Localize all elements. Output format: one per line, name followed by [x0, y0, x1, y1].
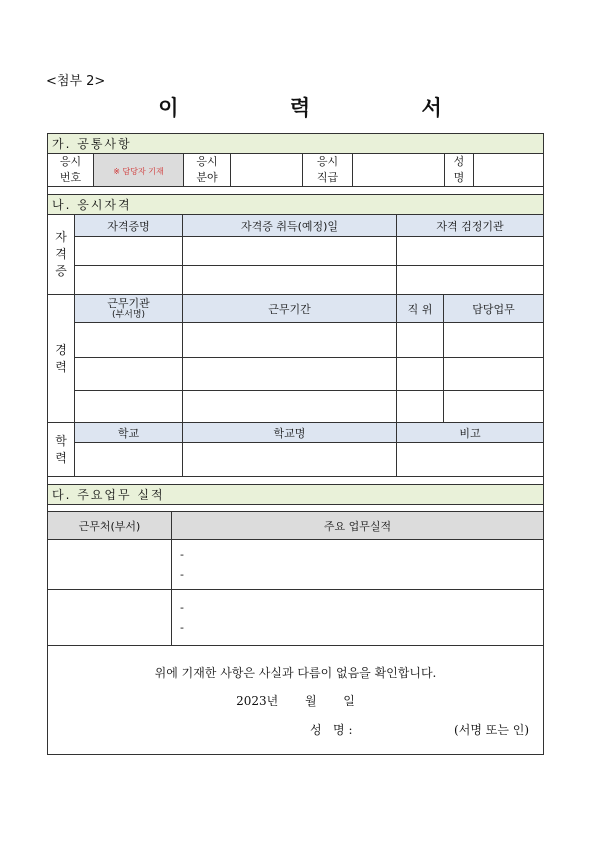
section-b-header: 나. 응시자격	[48, 195, 544, 215]
field-label: 응시 분야	[184, 154, 231, 187]
cert-date-header: 자격증 취득(예정)일	[183, 215, 397, 237]
career-side-label: 경 력	[48, 295, 75, 423]
name-input[interactable]	[474, 154, 544, 187]
achievements-header: 주요 업무실적	[172, 512, 544, 540]
grade-input[interactable]	[353, 154, 445, 187]
career-cell[interactable]	[75, 391, 183, 423]
attachment-label: <첨부 2>	[46, 74, 106, 89]
edu-cell[interactable]	[183, 443, 397, 477]
cert-cell[interactable]	[397, 237, 544, 266]
resume-form	[47, 133, 544, 755]
cert-cell[interactable]	[397, 266, 544, 295]
applicant-no-label: 응시 번호	[48, 154, 94, 187]
career-cell[interactable]	[444, 391, 544, 423]
career-cell[interactable]	[444, 323, 544, 358]
career-duty-header: 담당업무	[444, 295, 544, 323]
performance-table	[47, 485, 544, 646]
applicant-no-field[interactable]	[94, 154, 184, 187]
common-info-table	[47, 133, 544, 195]
career-cell[interactable]	[183, 391, 397, 423]
career-org-header: 근무기관 (부서명)	[75, 295, 183, 323]
career-position-header: 직 위	[397, 295, 444, 323]
section-a-header: 가. 공통사항	[48, 134, 544, 154]
career-cell[interactable]	[183, 358, 397, 391]
qualification-table	[47, 195, 544, 485]
achievement-cell[interactable]: - -	[172, 590, 544, 646]
edu-note-header: 비고	[397, 423, 544, 443]
cert-agency-header: 자격 검정기관	[397, 215, 544, 237]
workplace-cell[interactable]	[48, 540, 172, 590]
workplace-header: 근무처(부서)	[48, 512, 172, 540]
section-c-header: 다. 주요업무 실적	[48, 485, 544, 505]
career-cell[interactable]	[183, 323, 397, 358]
cert-cell[interactable]	[75, 266, 183, 295]
cert-side-label: 자 격 증	[48, 215, 75, 295]
field-input[interactable]	[231, 154, 303, 187]
edu-cell[interactable]	[75, 443, 183, 477]
career-cell[interactable]	[397, 323, 444, 358]
cert-cell[interactable]	[75, 237, 183, 266]
edu-name-header: 학교명	[183, 423, 397, 443]
cert-cell[interactable]	[183, 237, 397, 266]
page-title: 이 력 서	[158, 96, 494, 120]
confirm-statement: 위에 기재한 사항은 사실과 다름이 없음을 확인합니다.	[154, 666, 437, 680]
confirm-date: 2023년 월 일	[236, 694, 355, 708]
staff-fill-note: ※ 담당자 기재	[113, 166, 164, 176]
career-cell[interactable]	[397, 391, 444, 423]
edu-side-label: 학 력	[48, 423, 75, 477]
career-period-header: 근무기간	[183, 295, 397, 323]
career-cell[interactable]	[75, 358, 183, 391]
cert-cell[interactable]	[183, 266, 397, 295]
signer-name-label: 성 명 :	[310, 723, 353, 737]
career-cell[interactable]	[75, 323, 183, 358]
career-cell[interactable]	[397, 358, 444, 391]
achievement-cell[interactable]: - -	[172, 540, 544, 590]
workplace-cell[interactable]	[48, 590, 172, 646]
signature-note: (서명 또는 인)	[454, 723, 529, 737]
name-label: 성 명	[445, 154, 474, 187]
career-cell[interactable]	[444, 358, 544, 391]
grade-label: 응시 직급	[303, 154, 353, 187]
edu-school-header: 학교	[75, 423, 183, 443]
edu-cell[interactable]	[397, 443, 544, 477]
cert-name-header: 자격증명	[75, 215, 183, 237]
confirmation-box	[47, 646, 544, 755]
